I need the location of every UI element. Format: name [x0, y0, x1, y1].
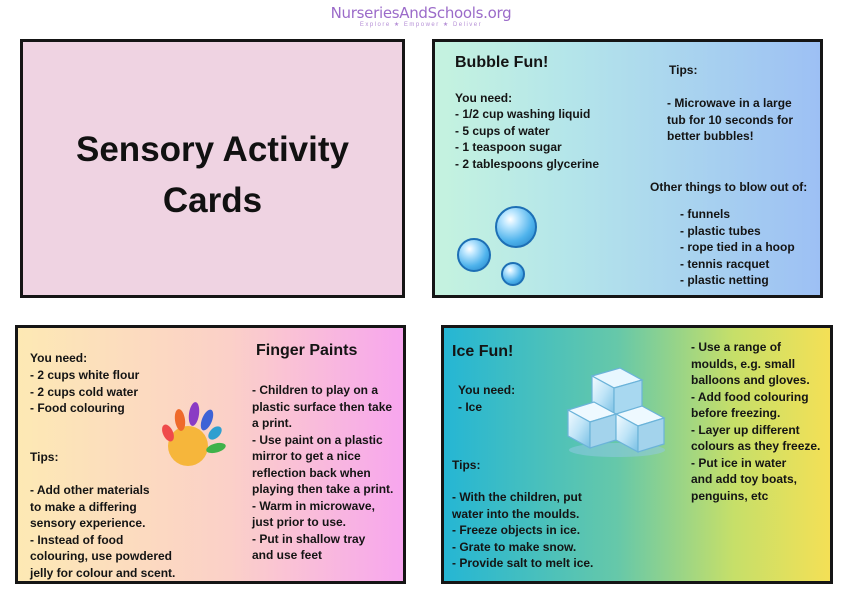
bubble-other-heading: Other things to blow out of:: [650, 180, 808, 194]
list-item: - funnels: [680, 207, 730, 221]
list-item: before freezing.: [691, 406, 781, 420]
list-item: colours as they freeze.: [691, 439, 821, 453]
list-item: - 2 cups cold water: [30, 384, 139, 399]
page-title: [23, 124, 402, 226]
list-item: playing then take a print.: [252, 482, 394, 496]
list-item: better bubbles!: [667, 129, 754, 143]
list-item: sensory experience.: [30, 516, 146, 530]
bubble-you-need-heading: You need:: [455, 91, 513, 105]
list-item: - Food colouring: [30, 401, 125, 415]
list-item: - 5 cups of water: [455, 123, 550, 138]
list-item: - Instead of food: [30, 532, 124, 547]
list-item: - rope tied in a hoop: [680, 240, 795, 254]
list-item: - Provide salt to melt ice.: [452, 556, 594, 570]
list-item: jelly for colour and scent.: [30, 565, 176, 580]
list-item: - Use a range of: [691, 340, 782, 354]
title-line-1: Sensory Activity: [76, 130, 349, 169]
list-item: - Grate to make snow.: [452, 539, 577, 554]
list-item: mirror to get a nice: [252, 449, 361, 463]
list-item: and add toy boats,: [691, 472, 798, 486]
list-item: a print.: [252, 416, 293, 430]
finger-you-need-list: [30, 367, 139, 417]
list-item: - Ice: [458, 400, 483, 414]
list-item: reflection back when: [252, 465, 371, 480]
list-item: - Put ice in water: [691, 455, 787, 470]
list-item: to make a differing: [30, 499, 137, 514]
bubble-tips-heading: Tips:: [669, 63, 698, 77]
finger-tips-list: [30, 482, 175, 581]
list-item: and use feet: [252, 548, 323, 562]
handprint-icon: [158, 398, 232, 472]
list-item: plastic surface then take: [252, 399, 393, 414]
ice-right-list: [691, 339, 820, 504]
logo-text: NurseriesAndSchools.org: [330, 4, 512, 22]
list-item: - Add food colouring: [691, 389, 809, 404]
finger-tips-heading: Tips:: [30, 450, 59, 464]
list-item: - Layer up different: [691, 422, 800, 437]
ice-cubes-icon: [562, 360, 672, 460]
ice-you-need-list: [458, 399, 482, 416]
list-item: - With the children, put: [452, 490, 582, 504]
list-item: - Put in shallow tray: [252, 531, 366, 546]
ice-tips-heading: Tips:: [452, 458, 481, 472]
list-item: - 2 cups white flour: [30, 368, 140, 382]
list-item: - Children to play on a: [252, 383, 379, 397]
title-line-2: Cards: [162, 181, 263, 220]
list-item: - tennis racquet: [680, 256, 770, 271]
bubble-you-need-list: [455, 106, 599, 172]
list-item: - Add other materials: [30, 483, 150, 497]
finger-card-title: Finger Paints: [256, 342, 358, 359]
list-item: moulds, e.g. small: [691, 356, 796, 371]
list-item: penguins, etc: [691, 488, 769, 503]
list-item: balloons and gloves.: [691, 373, 810, 387]
ice-card-title: Ice Fun!: [452, 343, 514, 360]
list-item: water into the moulds.: [452, 506, 580, 521]
list-item: just prior to use.: [252, 515, 347, 529]
bubble-fun-card: [432, 39, 823, 298]
ice-fun-card: [441, 325, 833, 584]
bubble-card-title: Bubble Fun!: [455, 54, 549, 71]
list-item: colouring, use powdered: [30, 549, 173, 563]
list-item: - Use paint on a plastic: [252, 432, 383, 447]
finger-right-list: [252, 382, 393, 564]
bubble-other-list: [680, 206, 795, 289]
list-item: - 1 teaspoon sugar: [455, 140, 562, 154]
ice-tips-list: [452, 489, 593, 572]
list-item: - Freeze objects in ice.: [452, 523, 581, 537]
site-logo: [0, 4, 842, 28]
list-item: - plastic tubes: [680, 223, 761, 238]
bubbles-icon: [455, 202, 555, 292]
title-card: [20, 39, 405, 298]
list-item: - 1/2 cup washing liquid: [455, 107, 591, 121]
list-item: - Warm in microwave,: [252, 498, 375, 513]
list-item: - 2 tablespoons glycerine: [455, 156, 600, 171]
list-item: - plastic netting: [680, 273, 769, 287]
bubble-tips-list: [667, 95, 793, 145]
finger-you-need-heading: You need:: [30, 351, 88, 365]
logo-tagline: Explore ★ Empower ★ Deliver: [359, 22, 483, 28]
finger-paints-card: [15, 325, 406, 584]
ice-you-need-heading: You need:: [458, 383, 516, 397]
list-item: tub for 10 seconds for: [667, 112, 794, 127]
list-item: - Microwave in a large: [667, 96, 792, 110]
